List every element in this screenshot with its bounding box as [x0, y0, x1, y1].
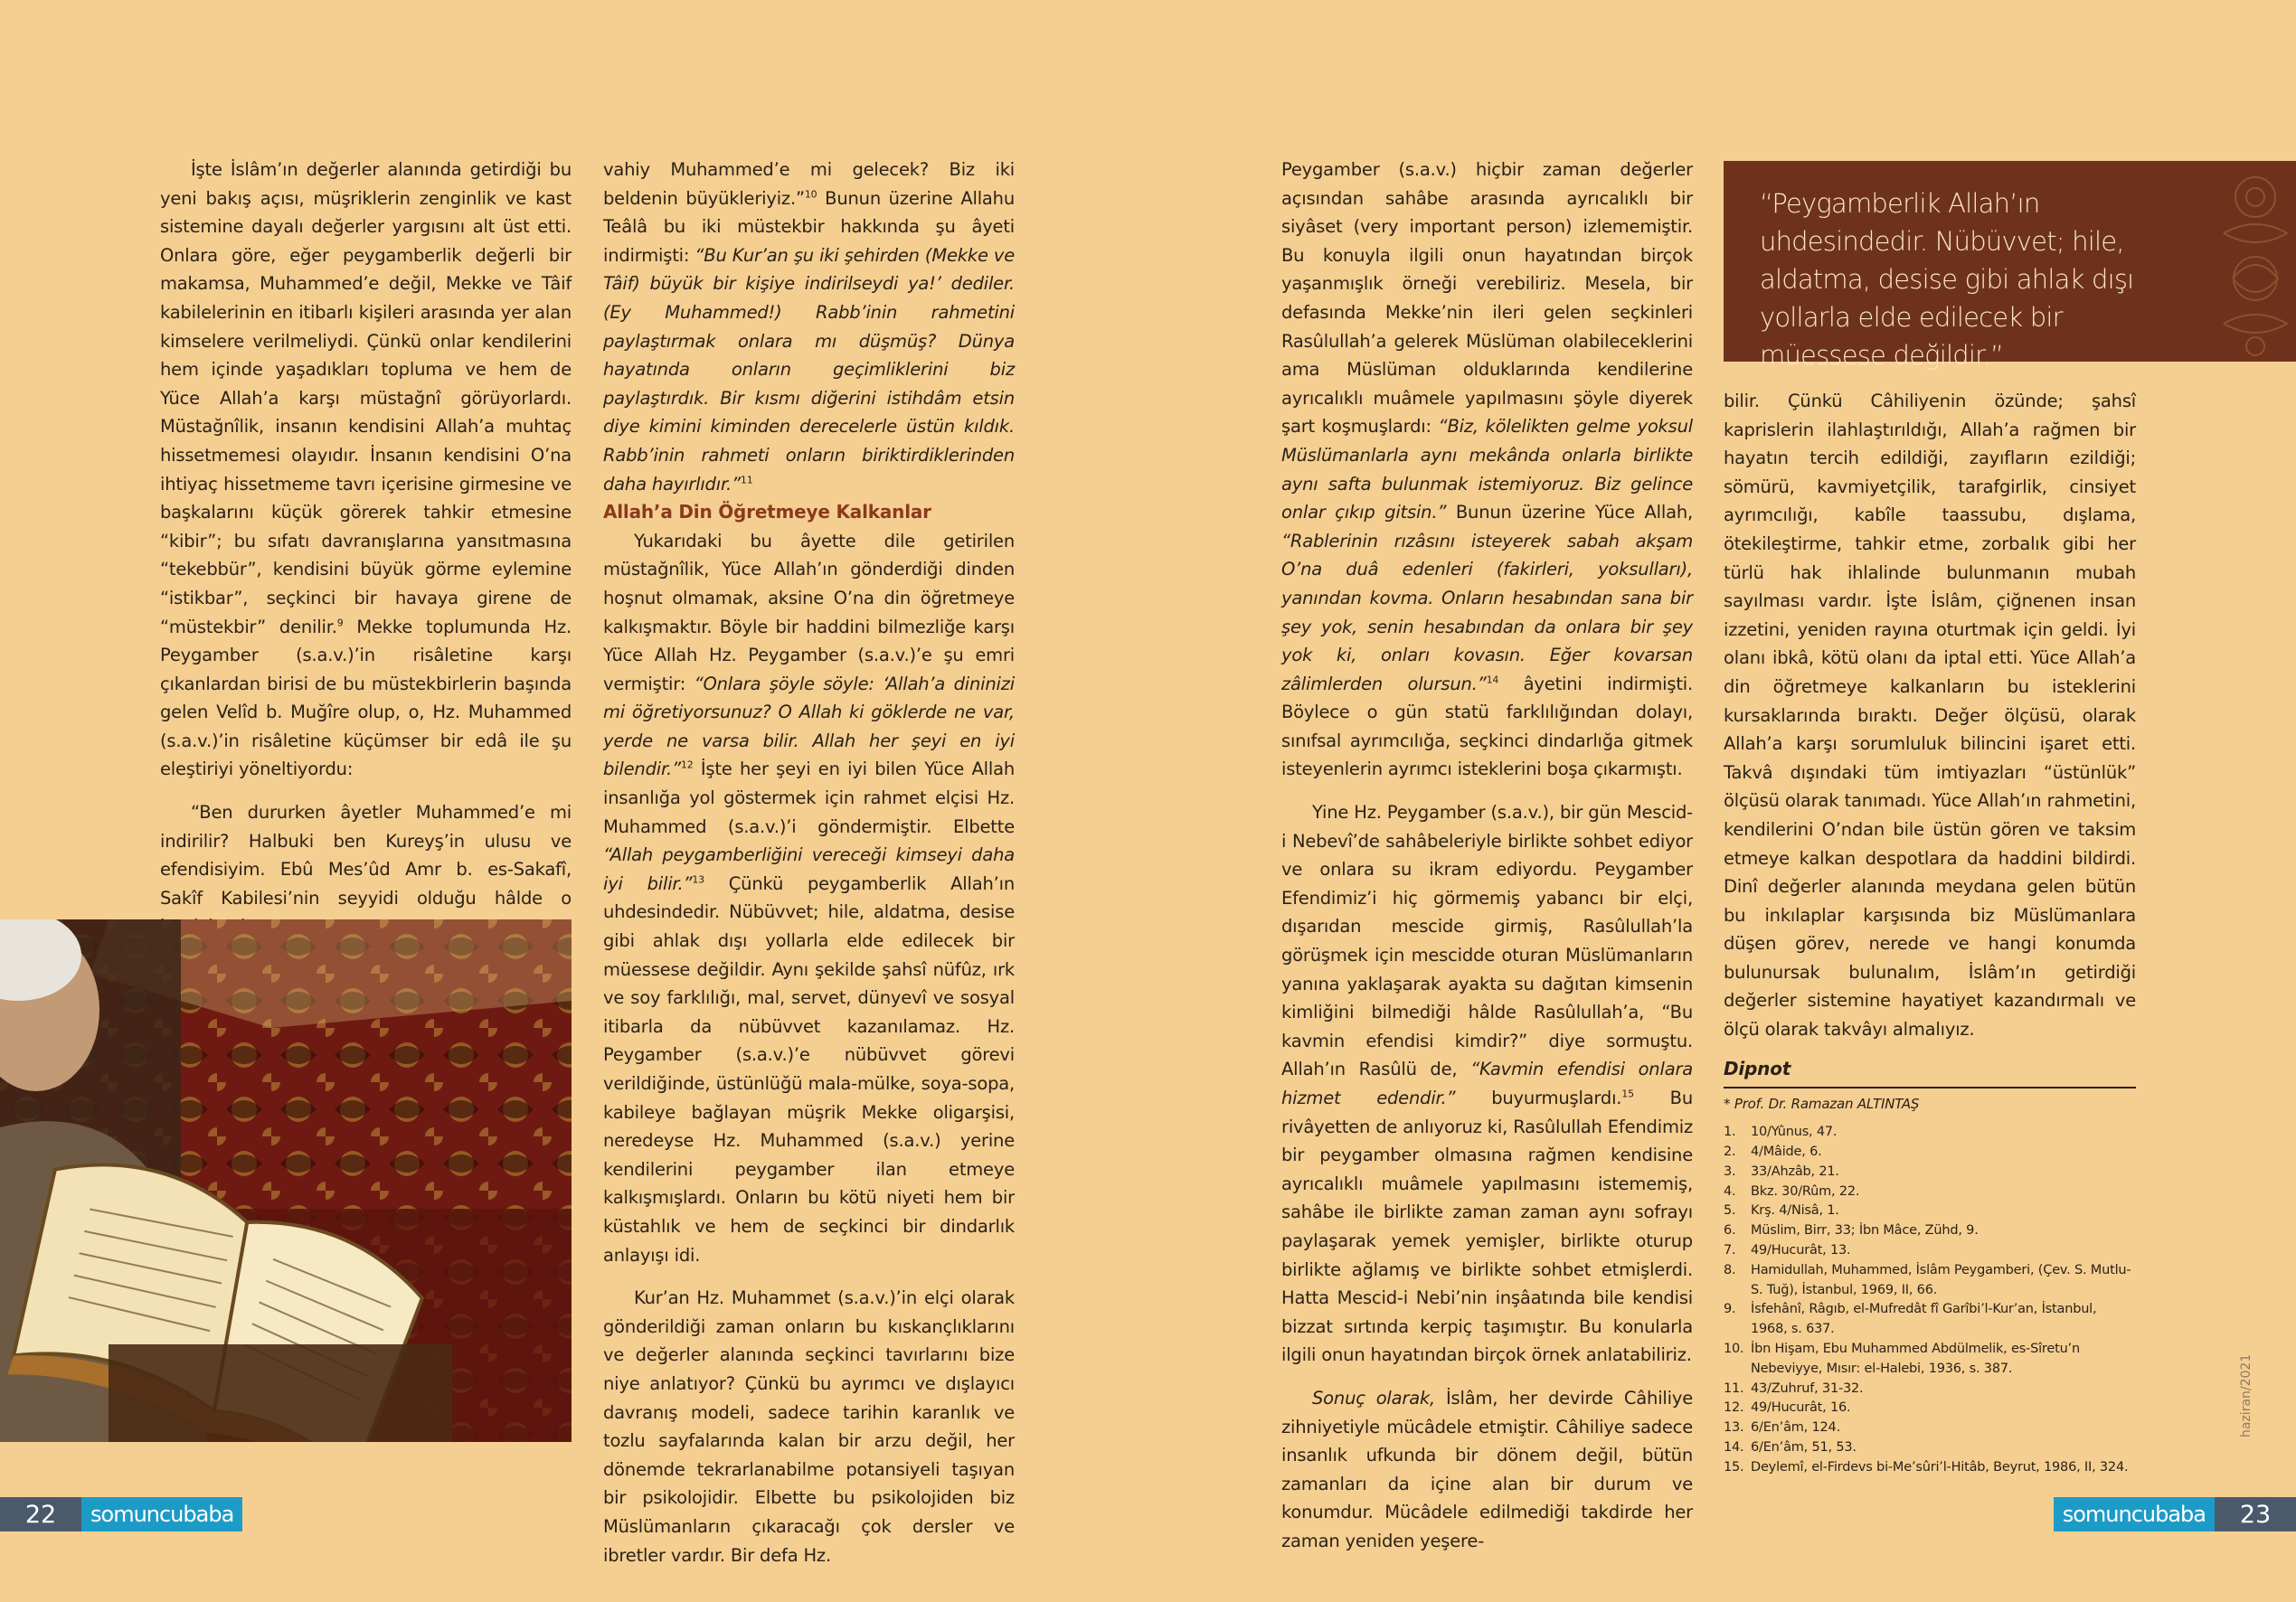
photo-illustration [0, 919, 572, 1442]
footnote-text: 6/En’âm, 51, 53. [1751, 1440, 1857, 1455]
paragraph [603, 527, 1015, 1269]
footnote-item [1724, 1399, 2136, 1418]
footnote-text: 33/Ahzâb, 21. [1751, 1164, 1839, 1179]
section-heading: Allah’a Din Öğretmeye Kalkanlar [603, 501, 931, 523]
footnotes-heading: Dipnot [1724, 1057, 1791, 1079]
paragraph-text: Bu rivâyetten de anlıyoruz ki, Rasûlullah Efendimiz bir peygamber olmasına rağmen kendisine ayrıcalıklı muâmele yapılmasını istememiş, sahâbe ile birlikte zaman zaman aynı sofrayı paylaşarak yemek yemişler, birlikte oturup birlikte ağlamış ve birlikte sohbet etmişlerdi. Hatta Mescid-i Nebi’nin inşâatında bile kendisi bizzat sırtında kerpiç taşımıştır. Bu konularla ilgili onun hayatından birçok örnek anlatabiliriz. [1281, 1088, 1693, 1366]
footnote-ref: 11 [740, 474, 753, 486]
footnote-text: 43/Zuhruf, 31-32. [1751, 1381, 1864, 1396]
footnote-item [1724, 1123, 2136, 1143]
footnote-text: Deylemî, el-Firdevs bi-Me’sûri’l-Hitâb, Beyrut, 1986, II, 324. [1751, 1459, 2129, 1475]
footnote-number: 10. [1724, 1342, 1744, 1357]
brand-logo: somuncubaba [81, 1497, 242, 1531]
footnote-text: 10/Yûnus, 47. [1751, 1125, 1838, 1140]
footnote-text: 49/Hucurât, 13. [1751, 1243, 1851, 1258]
issue-date: haziran/2021 [2239, 1353, 2253, 1437]
footnote-item [1724, 1340, 2136, 1380]
verse-quote: “Onlara şöyle söyle: ‘Allah’a dininizi mi öğretiyorsunuz? O Allah ki göklerde ne var, yerde ne varsa bilir. Allah her şeyi en iyi bilendir.” [603, 673, 1016, 780]
paragraph: “Ben dururken âyetler Muhammed’e mi indirilir? Halbuki ben Kureyş’in ulusu ve efendisiyim. Ebû Mes’ûd Amr b. es-Sakafî, Sakîf Kabilesi’nin seyyidi olduğu hâlde o [160, 802, 572, 909]
footnote-item [1724, 1458, 2136, 1478]
footnote-number: 4. [1724, 1183, 1736, 1199]
footnote-item [1724, 1163, 2136, 1183]
footnote-text: 49/Hucurât, 16. [1751, 1400, 1851, 1416]
footnote-item [1724, 1261, 2136, 1301]
reading-quran-image [0, 919, 572, 1442]
footnote-number: 9. [1724, 1302, 1736, 1317]
footnote-ref: 9 [336, 617, 344, 628]
hadith-quote: “Kavmin efendisi onlara hizmet edendir.” [1281, 1059, 1694, 1108]
footnote-number: 5. [1724, 1203, 1736, 1219]
footnote-text: İbn Hişam, Ebu Muhammed Abdülmelik, es-Sîretu’n Nebeviyye, Mısır: el-Halebi, 1936, s. 387. [1751, 1342, 2080, 1376]
footnotes-list [1724, 1123, 2136, 1477]
footnote-ref: 10 [804, 188, 817, 201]
footnote-item [1724, 1438, 2136, 1458]
footnote-text: İsfehânî, Râgıb, el-Mufredât fî Garîbi’l-Kur’an, İstanbul, 1968, s. 637. [1751, 1302, 2097, 1337]
article-column-2 [603, 155, 1015, 1569]
author-note: * Prof. Dr. Ramazan ALTINTAŞ [1724, 1096, 1920, 1113]
footnote-item [1724, 1300, 2136, 1340]
paragraph-text: İşte İslâm’ın değerler alanında getirdiği bu yeni bakış açısı, müşriklerin zenginlik ve kast sistemine dayalı değerler yargısını alt üst etti. Onlara göre, eğer peygamberlik değerli bir makamsa, Muhammed’e değil, Mekke ve Tâif kabilelerinin en itibarlı kişileri arasında yer alan kimselere verilmeliydi. Çünkü onlar kendilerini hem içinde yaşadıkları topluma ve hem de Yüce Allah’a karşı müstağnî görüyorlardı. Müstağnîlik, insanın kendisini Allah’a muhtaç hissetmemesi olayıdır. İnsanın kendisini O’na ihtiyaç hissetmeme tavrı içerisine girmesine ve başkalarını küçük görerek tahkir etmesine “kibir”; bu sıfatı davranışlarına yansıtmasına “tekebbür”, kendisini büyük görme eylemine “istikbar”, seçkinci bir havaya girene de “müstekbir” denilir. [160, 159, 572, 637]
paragraph-text: Peygamber (s.a.v.) hiçbir zaman değerler açısından sahâbe arasında ayrıcalıklı bir siyâset (very important person) izlememiştir. Bu konuyla ilgili onun hayatından birçok yaşanmışlık örneği verebiliriz. Mesela, bir defasında Mekke’nin ileri gelen seçkinleri Rasûlullah’a gelerek Müslüman olabileceklerini ama Müslüman olduklarında kendilerine ayrıcalıklı muâmele yapılmasını şöyle diyerek şart koşmuşlardı: [1281, 159, 1693, 438]
footnote-number: 11. [1724, 1381, 1744, 1396]
paragraph-text: İslâm, her devirde Câhiliye zihniyetiyle mücâdele etmiştir. Câhiliye sadece insanlık ufkunda bir dönem değil, bütün zamanları da içine alan bir durum ve konumdur. Mücâdele edilmediği takdirde her zaman yeniden yeşere- [1281, 1387, 1693, 1551]
footnote-number: 12. [1724, 1400, 1744, 1416]
footnote-text: Hamidullah, Muhammed, İslâm Peygamberi, (Çev. S. Mutlu-S. Tuğ), İstanbul, 1969, II, 66. [1751, 1262, 2131, 1297]
footnote-text: 6/En’âm, 124. [1751, 1420, 1840, 1436]
article-column-4 [1724, 387, 2136, 1478]
footnote-item [1724, 1221, 2136, 1241]
paragraph: bilir. Çünkü Câhiliyenin özünde; şahsî kaprislerin ilahlaştırıldığı, Allah’a rağmen bir hayatın tercih edildiği, zayıfların ezildiği; sömürü, kavmiyetçilik, tarafgirlik, cinsiyet ayrımcılığı, kabîle taassubu, dışlama, ötekileştirme, tahkir etme, zorbalık gibi her türlü hak ihlalinde bulunmanın mubah sayılması vardır. İşte İslâm, çiğnenen insan izzetini, yeniden rayına oturtmak için geldi. İyi olanı ibkâ, kötü olanı da iptal etti. Yüce Allah’a din öğretmeye kalkanların bu isteklerini kursaklarında bıraktı. Değer ölçüsü, olarak Allah’a karşı sorumluluk bilincini işaret etti. Takvâ dışındaki tüm imtiyazları “üstünlük” ölçüsü olarak tanımadı. Yüce Allah’ın rahmetini, kendilerini O’ndan bile üstün gören ve taksim etmeye kalkan despotlara da haddini bildirdi. Dinî değerler alanında meydana gelen bütün bu inkılaplar karşısında biz Müslümanlara düşen görev, nerede ve hangi konumda bulunursak bulunalım, İslâm’ın getirdiği değerler sistemine hayatiyet kazandırmalı ve ölçü olarak takvâyı almalıyız. [1724, 391, 2136, 1041]
footnote-number: 7. [1724, 1243, 1736, 1258]
footnote-text: Bkz. 30/Rûm, 22. [1751, 1183, 1860, 1199]
footnote-text: Krş. 4/Nisâ, 1. [1751, 1203, 1839, 1219]
footnote-number: 13. [1724, 1420, 1744, 1436]
paragraph-text: Yukarıdaki bu âyette dile getirilen müstağnîlik, Yüce Allah’ın gönderdiği dinden hoşnut olmamak, aksine O’na din öğretmeye kalkışmaktır. Böyle bir haddini bilmezliğe karşı Yüce Allah Hz. Peygamber (s.a.v.)’e şu emri vermiştir: [603, 530, 1015, 694]
footnote-number: 15. [1724, 1459, 1744, 1475]
article-column-1 [160, 155, 572, 941]
paragraph-text: Bunun üzerine Yüce Allah, [1446, 502, 1693, 523]
paragraph-text: Yine Hz. Peygamber (s.a.v.), bir gün Mescid-i Nebevî’de sahâbeleriyle birlikte sohbet ediyor ve onlara su ikram ediyordu. Peygamber Efendimiz’i hiç görmemiş yabancı bir elçi, dışarıdan mescide girmiş, Rasûlullah’la görüşmek için mescidde oturan Müslümanların yanına yaklaşarak ayakta su dağıtan kimsenin kimliğini bilmediği hâlde Rasûlullah’a, “Bu kavmin efendisi kimdir?” diye sormuştu. Allah’ın Rasûlü de, [1281, 802, 1693, 1080]
paragraph [603, 155, 1015, 498]
footer-right [2054, 1497, 2296, 1531]
footnote-text: 4/Mâide, 6. [1751, 1145, 1822, 1160]
page-number: 22 [0, 1497, 81, 1531]
footnotes-divider [1724, 1087, 2136, 1088]
footnote-item [1724, 1418, 2136, 1438]
page-number: 23 [2215, 1497, 2296, 1531]
brand-logo: somuncubaba [2054, 1497, 2215, 1531]
pull-quote: “Peygamberlik Allah’ın uhdesindedir. Nübüvvet; hile, aldatma, desise gibi ahlak dışı yollarla elde edilecek bir müessese değildir.” [1760, 188, 2134, 371]
footnote-ref: 14 [1486, 674, 1499, 686]
footnote-item [1724, 1241, 2136, 1261]
footnote-text: Müslim, Birr, 33; İbn Mâce, Zühd, 9. [1751, 1223, 1979, 1239]
paragraph [1281, 798, 1693, 1370]
footnote-item [1724, 1143, 2136, 1163]
footnote-number: 1. [1724, 1125, 1736, 1140]
paragraph-text: İşte her şeyi en iyi bilen Yüce Allah insanlığa yol göstermek için rahmet elçisi Hz. Muhammed (s.a.v.)’i göndermiştir. Elbette [603, 759, 1015, 837]
paragraph-text: buyurmuşlardı. [1455, 1088, 1622, 1108]
floral-ornament-icon [2215, 161, 2296, 362]
conclusion-lead: Sonuç olarak, [1312, 1387, 1436, 1409]
pull-quote-box [1724, 161, 2296, 371]
paragraph-text: Mekke toplumunda Hz. Peygamber (s.a.v.)’in risâletine karşı çıkanlardan birisi de bu müstekbirlerin başında gelen Velîd b. Muğîre olup, o, Hz. Muhammed (s.a.v.)’in risâletine küçümser bir edâ ile şu eleştiriyi yöneltiyordu: [160, 616, 572, 780]
verse-quote: “Bu Kur’an şu iki şehirden (Mekke ve Tâif) büyük bir kişiye indirilseydi ya!’ dediler. (Ey Muhammed!) Rabb’inin rahmetini paylaştırmak onlara mı düşmüş? Dünya hayatında onların geçimliklerini biz paylaştırdık. Bir kısmı diğerini istihdâm etsin diye kimini kiminden derecelerle üstün kıldık. Rabb’inin rahmeti onların biriktirdiklerinden daha hayırlıdır.” [603, 244, 1015, 495]
footnote-item [1724, 1202, 2136, 1221]
footnote-number: 6. [1724, 1223, 1736, 1239]
footnote-ref: 15 [1621, 1088, 1634, 1100]
verse-quote: “Allah peygamberliğini vereceği kimseyi daha iyi bilir.” [603, 844, 1015, 894]
paragraph-text: Çünkü peygamberlik Allah’ın uhdesindedir. Nübüvvet; hile, aldatma, desise gibi ahlak dışı yollarla elde edilecek bir müessese değildir. Aynı şekilde şahsî nüfûz, ırk ve soy farklılığı, mal, servet, dünyevî ve sosyal itibarla da nübüvvet kazanılamaz. Hz. Peygamber (s.a.v.)’e nübüvvet görevi verildiğinde, üstünlüğü mala-mülke, soya-sopa, kabileye bağlayan müşrik Mekke oligarşisi, neredeyse Hz. Muhammed (s.a.v.) yerine kendilerini peygamber ilan etmeye kalkışmışlardı. Onların bu kötü niyeti hem bir küstahlık ve hem de seçkinci bir dindarlık anlayışı idi. [603, 872, 1015, 1266]
paragraph [160, 155, 572, 784]
footnote-number: 3. [1724, 1164, 1736, 1179]
footnote-number: 2. [1724, 1145, 1736, 1160]
paragraph [1281, 1384, 1693, 1556]
footnote-number: 8. [1724, 1262, 1736, 1277]
paragraph: Kur’an Hz. Muhammet (s.a.v.)’in elçi olarak gönderildiği zaman onların bu kıskançlıklarını ve değerler alanında seçkinci tavırlarını bize niye anlatıyor? Çünkü bu ayrımcı ve dışlayıcı davranış modeli, sadece tarihin karanlık ve tozlu sayfalarında kalan bir arzu değil, her dönemde tekrarlanabilme potansiyeli taşıyan bir psikolojidir. Elbette bu psikolojiden biz Müslümanların çıkaracağı çok dersler ve ibretler vardır. Bir defa Hz. [603, 1287, 1015, 1566]
paragraph-text: vahiy Muhammed’e mi gelecek? Biz iki beldenin büyükleriyiz.” [603, 159, 1015, 209]
verse-quote: “Rablerinin rızâsını isteyerek sabah akşam O’na duâ edenleri (fakirleri, yoksulları), yanından kovma. Onların hesabından sana bir şey yok, senin hesabından da onlara bir şey yok ki, onları kovasın. Eğer kovarsan zâlimlerden olursun.” [1281, 530, 1693, 694]
footnote-ref: 13 [692, 873, 704, 886]
paragraph [1281, 155, 1693, 784]
paragraph-text: âyetini indirmişti. Böylece o gün statü farklılığından dolayı, sınıfsal ayrımcılığa, seçkinci dindarlığa gitmek isteyenlerin ayrımcı isteklerini boşa çıkarmıştı. [1281, 673, 1693, 780]
article-column-3 [1281, 155, 1693, 1556]
footnote-item [1724, 1183, 2136, 1202]
footnote-ref: 12 [680, 759, 694, 771]
verse-quote: “Biz, kölelikten gelme yoksul Müslümanlarla aynı mekânda onlarla birlikte aynı safta bulunmak istemiyoruz. Biz gelince onlar çıkıp gitsin.” [1281, 416, 1693, 523]
footnote-number: 14. [1724, 1440, 1744, 1455]
footnote-item [1724, 1380, 2136, 1399]
paragraph-text: Bunun üzerine Allahu Teâlâ bu iki müstekbir hakkında şu âyeti indirmişti: [603, 187, 1015, 266]
footer-left [0, 1497, 242, 1531]
